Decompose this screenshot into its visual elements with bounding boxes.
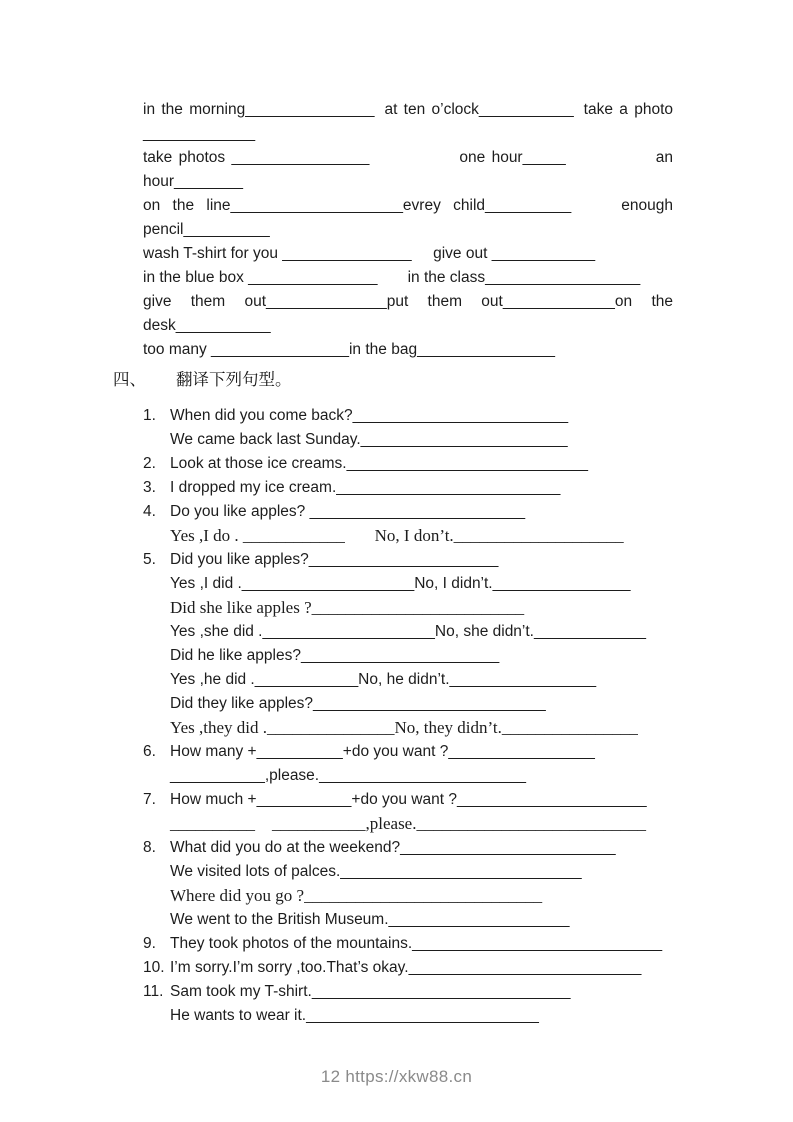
item-text: How much +___________+do you want ?______________________ bbox=[170, 791, 647, 808]
item-number bbox=[143, 668, 170, 692]
item-number: 6. bbox=[143, 743, 156, 760]
phrase-section bbox=[143, 98, 673, 362]
item-text: Yes ,I do . ____________ No, I don’t.____________________ bbox=[170, 526, 624, 545]
phrase-segment: take photos ________________ bbox=[143, 149, 370, 166]
item-text: Yes ,they did ._______________No, they didn’t.________________ bbox=[170, 718, 638, 737]
item-number: 11. bbox=[143, 983, 164, 1000]
item-number: 2. bbox=[143, 455, 156, 472]
content-area bbox=[113, 98, 673, 1028]
list-item bbox=[143, 884, 673, 908]
translation-list bbox=[143, 404, 673, 1028]
list-item bbox=[143, 596, 673, 620]
phrase-line: pencil__________ bbox=[143, 221, 270, 238]
item-text: They took photos of the mountains._____________________________ bbox=[170, 935, 663, 952]
phrase-segment: in the morning_______________ bbox=[143, 101, 375, 118]
list-item bbox=[143, 644, 673, 668]
item-text: Did they like apples?___________________________ bbox=[170, 695, 546, 712]
item-number bbox=[143, 812, 170, 836]
item-number bbox=[143, 884, 170, 908]
item-number: 7. bbox=[143, 791, 156, 808]
item-text: What did you do at the weekend?_________________________ bbox=[170, 839, 616, 856]
footer-text: 12 https://xkw88.cn bbox=[320, 1067, 473, 1086]
section-number: 四、 bbox=[113, 371, 146, 389]
item-text: When did you come back?_________________________ bbox=[170, 407, 569, 424]
item-number: 5. bbox=[143, 551, 156, 568]
item-text: ___________,please.________________________ bbox=[170, 767, 527, 784]
phrase-segment: enough bbox=[621, 197, 673, 214]
phrase-line: give them out______________put them out_____________on the bbox=[143, 293, 673, 310]
list-item bbox=[143, 980, 673, 1004]
item-text: Did she like apples ?_________________________ bbox=[170, 598, 525, 617]
item-number: 9. bbox=[143, 935, 156, 952]
list-item bbox=[143, 1004, 673, 1028]
phrase-segment: on the line____________________evrey child__________ bbox=[143, 197, 572, 214]
list-item bbox=[143, 500, 673, 524]
item-number: 8. bbox=[143, 839, 156, 856]
item-text: How many +__________+do you want ?_________________ bbox=[170, 743, 595, 760]
list-item bbox=[143, 668, 673, 692]
list-item bbox=[143, 740, 673, 764]
item-text: Did he like apples?_______________________ bbox=[170, 647, 500, 664]
item-number: 10. bbox=[143, 959, 165, 976]
phrase-line bbox=[143, 146, 673, 170]
phrase-line bbox=[143, 194, 673, 218]
item-number bbox=[143, 428, 170, 452]
item-number: 1. bbox=[143, 407, 156, 424]
item-number bbox=[143, 620, 170, 644]
item-text: Yes ,I did .____________________No, I didn’t.________________ bbox=[170, 575, 631, 592]
list-item bbox=[143, 812, 673, 836]
list-item bbox=[143, 452, 673, 476]
phrase-line bbox=[143, 98, 673, 122]
item-text: __________ ___________,please.___________________________ bbox=[170, 814, 646, 833]
phrase-line: desk___________ bbox=[143, 317, 271, 334]
item-text: Did you like apples?______________________ bbox=[170, 551, 499, 568]
item-number bbox=[143, 716, 170, 740]
item-number bbox=[143, 1004, 170, 1028]
item-text: We came back last Sunday.________________________ bbox=[170, 431, 568, 448]
item-number: 3. bbox=[143, 479, 156, 496]
phrase-line: wash T-shirt for you _______________ give out ____________ bbox=[143, 245, 596, 262]
item-text: Yes ,he did .____________No, he didn’t._________________ bbox=[170, 671, 597, 688]
list-item bbox=[143, 620, 673, 644]
item-text: I dropped my ice cream.__________________________ bbox=[170, 479, 561, 496]
phrase-segment: take a photo bbox=[583, 101, 673, 118]
item-text: Yes ,she did .____________________No, she didn’t._____________ bbox=[170, 623, 647, 640]
phrase-segment: one hour_____ bbox=[459, 149, 566, 166]
item-text: He wants to wear it.___________________________ bbox=[170, 1007, 539, 1024]
item-number bbox=[143, 644, 170, 668]
list-item bbox=[143, 524, 673, 548]
section-title: 翻译下列句型。 bbox=[176, 371, 292, 389]
list-item bbox=[143, 860, 673, 884]
list-item bbox=[143, 404, 673, 428]
item-text: I’m sorry.I’m sorry ,too.That’s okay.___________________________ bbox=[170, 959, 642, 976]
item-text: We went to the British Museum._____________________ bbox=[170, 911, 570, 928]
phrase-line: hour________ bbox=[143, 173, 243, 190]
item-text: Do you like apples? _________________________ bbox=[170, 503, 526, 520]
list-item bbox=[143, 764, 673, 788]
list-item bbox=[143, 476, 673, 500]
item-number bbox=[143, 524, 170, 548]
phrase-line: in the blue box _______________ in the class__________________ bbox=[143, 269, 641, 286]
item-number bbox=[143, 572, 170, 596]
list-item bbox=[143, 572, 673, 596]
list-item bbox=[143, 428, 673, 452]
list-item bbox=[143, 956, 673, 980]
phrase-segment: an bbox=[655, 149, 673, 166]
list-item bbox=[143, 716, 673, 740]
item-number bbox=[143, 596, 170, 620]
item-number bbox=[143, 908, 170, 932]
item-text: We visited lots of palces.____________________________ bbox=[170, 863, 582, 880]
list-item bbox=[143, 788, 673, 812]
list-item bbox=[143, 836, 673, 860]
phrase-line: too many ________________in the bag________________ bbox=[143, 341, 555, 358]
list-item bbox=[143, 932, 673, 956]
phrase-line: _____________ bbox=[143, 125, 256, 142]
phrase-segment: at ten o’clock___________ bbox=[384, 101, 574, 118]
item-number: 4. bbox=[143, 503, 156, 520]
item-number bbox=[143, 692, 170, 716]
item-text: Sam took my T-shirt.______________________________ bbox=[170, 983, 571, 1000]
list-item bbox=[143, 908, 673, 932]
item-text: Look at those ice creams.____________________________ bbox=[170, 455, 588, 472]
page-footer bbox=[0, 1066, 793, 1088]
list-item bbox=[143, 692, 673, 716]
list-item bbox=[143, 548, 673, 572]
section-heading bbox=[113, 368, 673, 392]
item-text: Where did you go ?____________________________ bbox=[170, 886, 543, 905]
item-number bbox=[143, 860, 170, 884]
item-number bbox=[143, 764, 170, 788]
